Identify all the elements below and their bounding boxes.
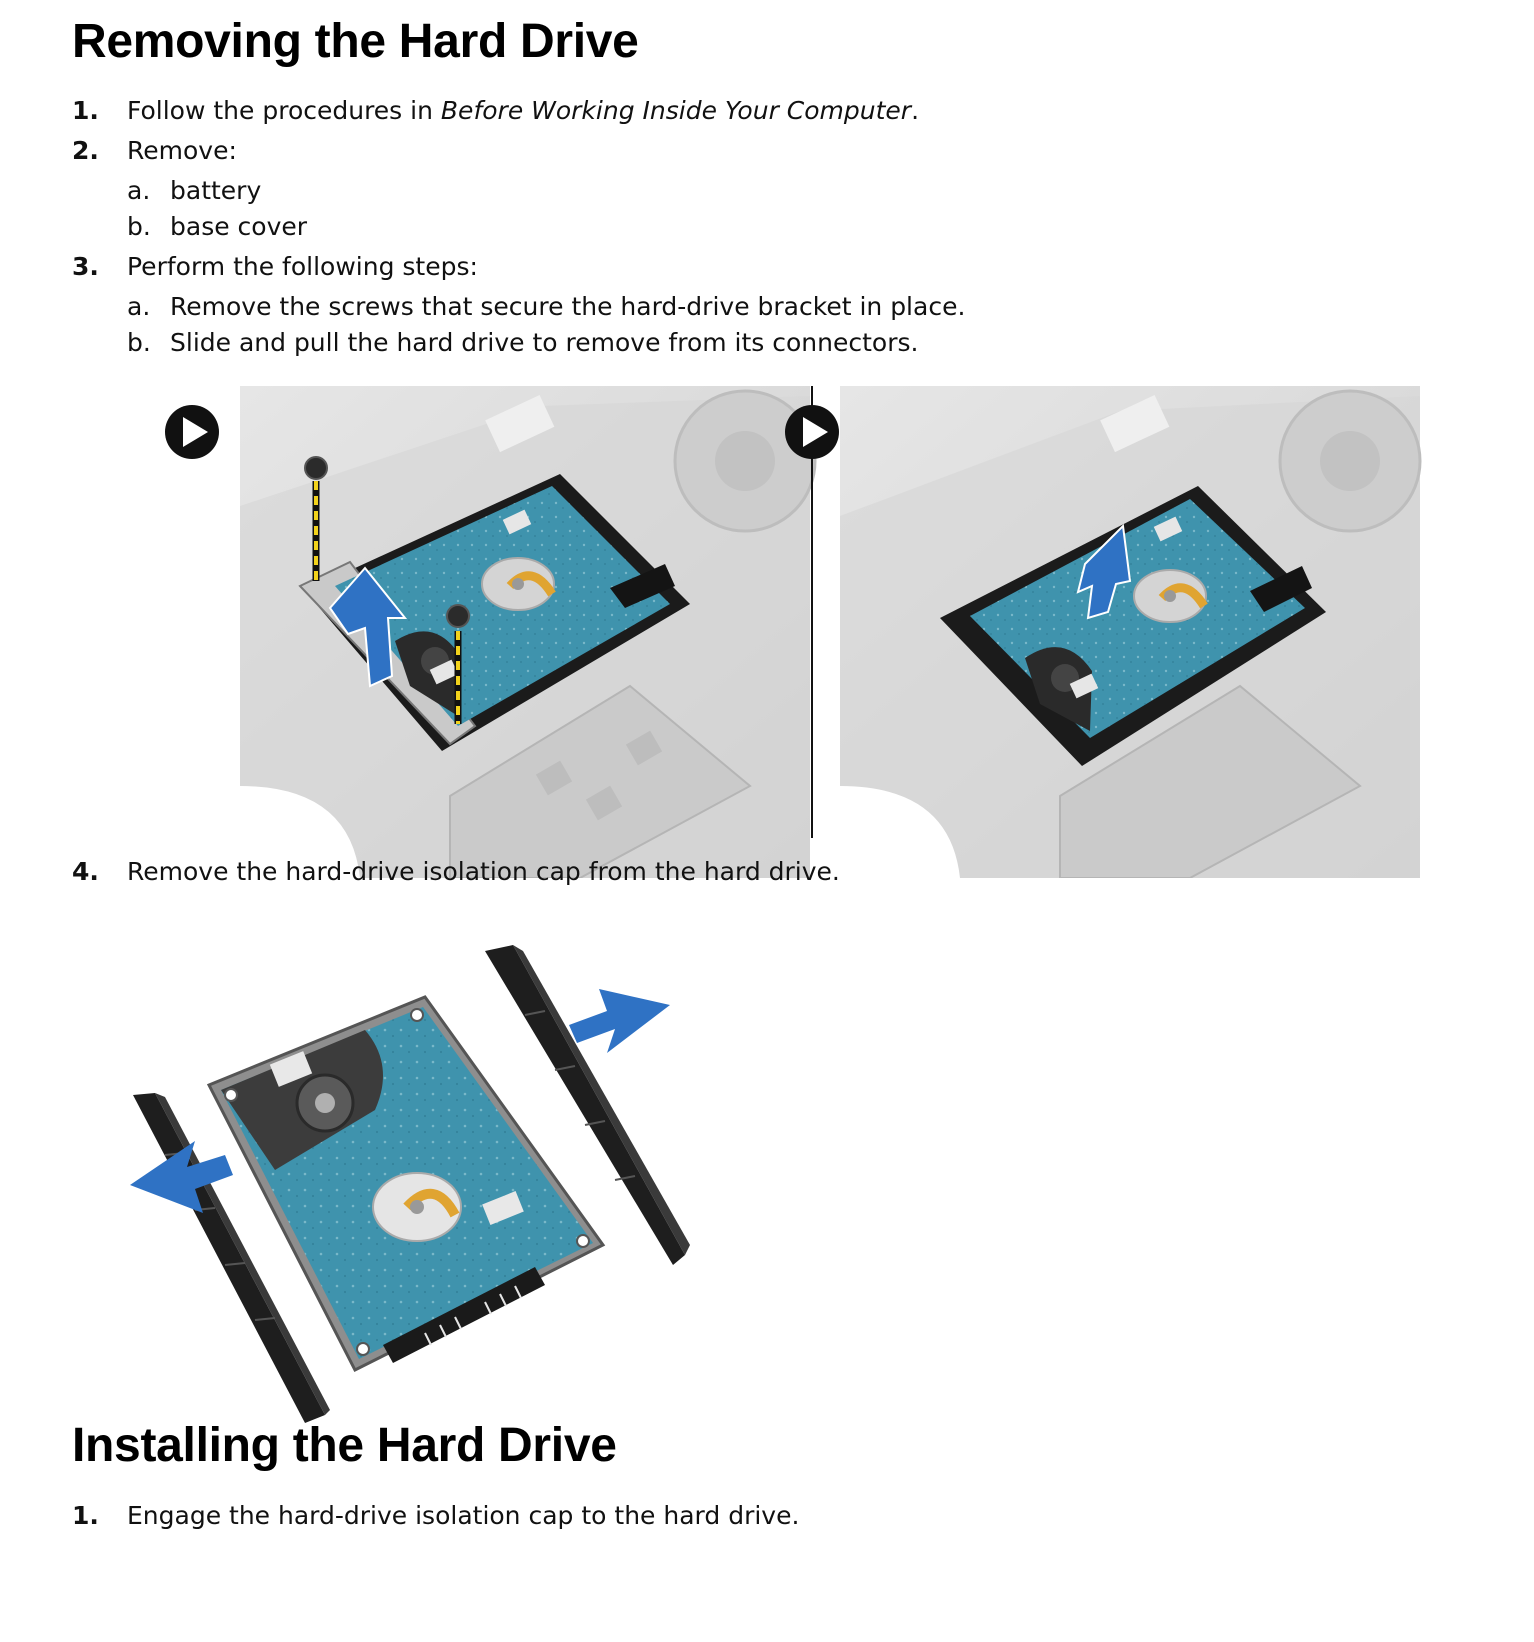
- step-text: Follow the procedures in Before Working Inside Your Computer.: [127, 96, 920, 125]
- screw-icon: [305, 457, 327, 479]
- play-step-icon: [785, 405, 839, 459]
- step-number: 1.: [72, 96, 99, 125]
- substep-letter: a.: [127, 176, 151, 205]
- step-text: Remove:: [127, 136, 237, 165]
- left-panel: [165, 386, 815, 878]
- section-title-removing: Removing the Hard Drive: [72, 15, 639, 68]
- step-text: Engage the hard-drive isolation cap to the hard drive.: [127, 1501, 800, 1530]
- substep-text: Slide and pull the hard drive to remove from its connectors.: [170, 328, 919, 357]
- step-number: 1.: [72, 1501, 99, 1530]
- step-number: 3.: [72, 252, 99, 281]
- substep-text: base cover: [170, 212, 308, 241]
- substep-text: battery: [170, 176, 262, 205]
- step-number: 4.: [72, 857, 99, 886]
- right-panel: [840, 386, 1420, 878]
- section-title-installing: Installing the Hard Drive: [72, 1419, 617, 1472]
- substep-letter: b.: [127, 212, 151, 241]
- substep-letter: a.: [127, 292, 151, 321]
- substep-letter: b.: [127, 328, 151, 357]
- figure-isolation-cap-removal: [125, 945, 725, 1435]
- cross-reference-link[interactable]: Before Working Inside Your Computer: [440, 96, 912, 125]
- step-number: 2.: [72, 136, 99, 165]
- figure-hard-drive-removal: [160, 386, 1490, 878]
- substep-text: Remove the screws that secure the hard-drive bracket in place.: [170, 292, 966, 321]
- step-text: Perform the following steps:: [127, 252, 478, 281]
- step-text: Remove the hard-drive isolation cap from the hard drive.: [127, 857, 840, 886]
- play-step-icon: [165, 405, 219, 459]
- removal-arrow-icon: [569, 989, 670, 1053]
- screw-icon: [447, 605, 469, 627]
